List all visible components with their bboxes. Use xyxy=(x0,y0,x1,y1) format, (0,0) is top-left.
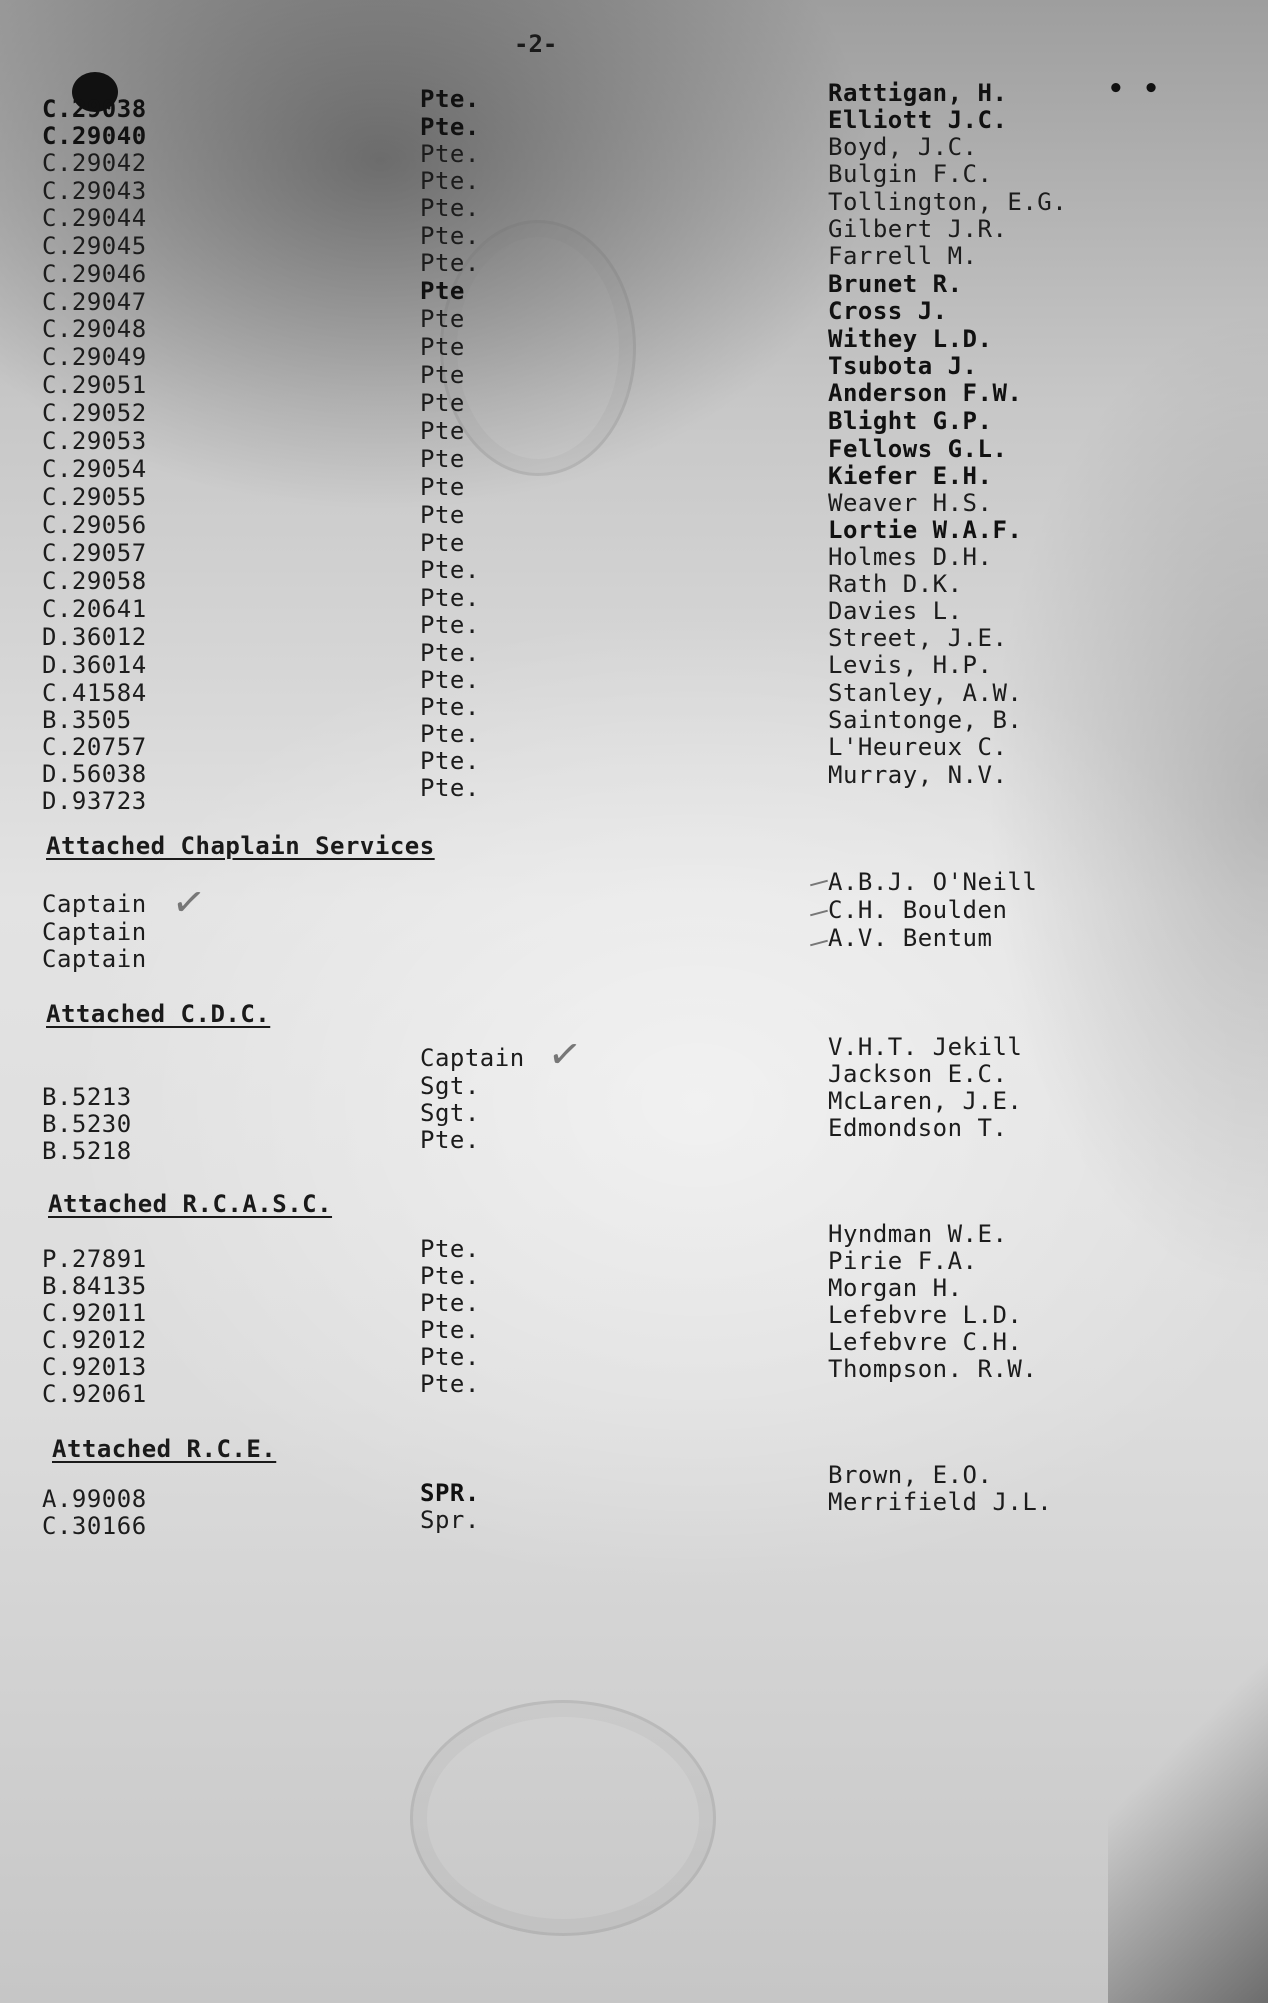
rank: Pte xyxy=(420,473,465,501)
soldier-name: Murray, N.V. xyxy=(828,761,1008,789)
rank: Pte. xyxy=(420,693,480,721)
service-number: C.30166 xyxy=(42,1512,147,1540)
soldier-name: Anderson F.W. xyxy=(828,379,1023,407)
rank: Pte. xyxy=(420,639,480,667)
section-heading-rce: Attached R.C.E. xyxy=(52,1435,277,1463)
rank: Captain xyxy=(42,918,147,946)
section-heading-cdc: Attached C.D.C. xyxy=(46,1000,271,1028)
soldier-name: Street, J.E. xyxy=(828,624,1008,652)
soldier-name: L'Heureux C. xyxy=(828,733,1008,761)
service-number: C.29048 xyxy=(42,315,147,343)
rank: Pte. xyxy=(420,249,480,277)
soldier-name: V.H.T. Jekill xyxy=(828,1033,1023,1061)
service-number: C.29049 xyxy=(42,343,147,371)
rank: Pte xyxy=(420,277,465,305)
service-number: C.29045 xyxy=(42,232,147,260)
soldier-name: Tsubota J. xyxy=(828,352,978,380)
service-number: C.92011 xyxy=(42,1299,147,1327)
service-number: C.29055 xyxy=(42,483,147,511)
rank: Pte. xyxy=(420,140,480,168)
service-number: C.92061 xyxy=(42,1380,147,1408)
service-number: C.29038 xyxy=(42,95,147,123)
rank: Pte xyxy=(420,529,465,557)
check-mark-icon: ✓ xyxy=(544,1029,585,1081)
service-number: C.29058 xyxy=(42,567,147,595)
soldier-name: Rath D.K. xyxy=(828,570,963,598)
rank: Pte. xyxy=(420,1126,480,1154)
service-number: C.29052 xyxy=(42,399,147,427)
soldier-name: Brunet R. xyxy=(828,270,963,298)
service-number: C.29057 xyxy=(42,539,147,567)
soldier-name: Fellows G.L. xyxy=(828,435,1008,463)
soldier-name: Gilbert J.R. xyxy=(828,215,1008,243)
rank: Spr. xyxy=(420,1506,480,1534)
soldier-name: Lortie W.A.F. xyxy=(828,516,1023,544)
officer-name: C.H. Boulden xyxy=(828,896,1008,924)
soldier-name: Lefebvre C.H. xyxy=(828,1328,1023,1356)
rank: Pte xyxy=(420,501,465,529)
soldier-name: Levis, H.P. xyxy=(828,651,993,679)
soldier-name: Withey L.D. xyxy=(828,325,993,353)
soldier-name: Jackson E.C. xyxy=(828,1060,1008,1088)
service-number: C.29042 xyxy=(42,149,147,177)
top-right-mark: • • xyxy=(1108,74,1161,104)
rank: Pte xyxy=(420,445,465,473)
page-number: -2- xyxy=(514,30,558,58)
soldier-name: Stanley, A.W. xyxy=(828,679,1023,707)
soldier-name: Thompson. R.W. xyxy=(828,1355,1038,1383)
pencil-dash xyxy=(810,880,828,887)
service-number: C.29051 xyxy=(42,371,147,399)
soldier-name: Lefebvre L.D. xyxy=(828,1301,1023,1329)
soldier-name: Farrell M. xyxy=(828,242,978,270)
rank: Pte. xyxy=(420,167,480,195)
service-number: C.92013 xyxy=(42,1353,147,1381)
rank: Pte. xyxy=(420,556,480,584)
service-number: D.36014 xyxy=(42,651,147,679)
rank: Pte. xyxy=(420,774,480,802)
service-number: C.29046 xyxy=(42,260,147,288)
rank: Pte xyxy=(420,361,465,389)
faint-stamp-bottom xyxy=(410,1700,716,1936)
soldier-name: Brown, E.O. xyxy=(828,1461,993,1489)
check-mark-icon: ✓ xyxy=(168,877,209,929)
soldier-name: Blight G.P. xyxy=(828,407,993,435)
service-number: D.93723 xyxy=(42,787,147,815)
scan-shadow xyxy=(1108,1583,1268,2003)
rank: Pte. xyxy=(420,1235,480,1263)
service-number: C.29047 xyxy=(42,288,147,316)
section-heading-chaplain: Attached Chaplain Services xyxy=(46,832,435,860)
soldier-name: Hyndman W.E. xyxy=(828,1220,1008,1248)
rank: Pte xyxy=(420,333,465,361)
soldier-name: Rattigan, H. xyxy=(828,79,1008,107)
rank: Pte. xyxy=(420,1262,480,1290)
service-number: C.29044 xyxy=(42,204,147,232)
service-number: C.20641 xyxy=(42,595,147,623)
soldier-name: Weaver H.S. xyxy=(828,489,993,517)
service-number: B.5213 xyxy=(42,1083,132,1111)
service-number: C.29056 xyxy=(42,511,147,539)
service-number: C.29054 xyxy=(42,455,147,483)
soldier-name: Cross J. xyxy=(828,297,948,325)
rank: Pte. xyxy=(420,85,480,113)
service-number: C.41584 xyxy=(42,679,147,707)
soldier-name: Davies L. xyxy=(828,597,963,625)
rank: Pte. xyxy=(420,1370,480,1398)
rank: Pte. xyxy=(420,747,480,775)
service-number: C.92012 xyxy=(42,1326,147,1354)
rank: Captain xyxy=(42,890,147,918)
rank: Captain xyxy=(42,945,147,973)
soldier-name: Holmes D.H. xyxy=(828,543,993,571)
rank: SPR. xyxy=(420,1479,480,1507)
soldier-name: Morgan H. xyxy=(828,1274,963,1302)
rank: Pte. xyxy=(420,611,480,639)
soldier-name: Pirie F.A. xyxy=(828,1247,978,1275)
rank: Pte. xyxy=(420,222,480,250)
soldier-name: Edmondson T. xyxy=(828,1114,1008,1142)
service-number: B.84135 xyxy=(42,1272,147,1300)
service-number: C.29043 xyxy=(42,177,147,205)
soldier-name: Saintonge, B. xyxy=(828,706,1023,734)
rank: Pte. xyxy=(420,1316,480,1344)
rank: Captain xyxy=(420,1044,525,1072)
service-number: C.20757 xyxy=(42,733,147,761)
rank: Pte xyxy=(420,417,465,445)
service-number: C.29053 xyxy=(42,427,147,455)
service-number: P.27891 xyxy=(42,1245,147,1273)
rank: Pte. xyxy=(420,1343,480,1371)
service-number: B.3505 xyxy=(42,706,132,734)
rank: Pte xyxy=(420,389,465,417)
service-number: B.5230 xyxy=(42,1110,132,1138)
service-number: C.29040 xyxy=(42,122,147,150)
soldier-name: Elliott J.C. xyxy=(828,106,1008,134)
rank: Pte. xyxy=(420,584,480,612)
pencil-dash xyxy=(810,940,828,947)
officer-name: A.V. Bentum xyxy=(828,924,993,952)
section-heading-rcasc: Attached R.C.A.S.C. xyxy=(48,1190,333,1218)
soldier-name: Kiefer E.H. xyxy=(828,462,993,490)
soldier-name: Merrifield J.L. xyxy=(828,1488,1053,1516)
service-number: D.36012 xyxy=(42,623,147,651)
rank: Pte. xyxy=(420,720,480,748)
rank: Pte. xyxy=(420,194,480,222)
service-number: A.99008 xyxy=(42,1485,147,1513)
soldier-name: Boyd, J.C. xyxy=(828,133,978,161)
rank: Pte. xyxy=(420,666,480,694)
rank: Sgt. xyxy=(420,1072,480,1100)
rank: Sgt. xyxy=(420,1099,480,1127)
rank: Pte. xyxy=(420,1289,480,1317)
pencil-dash xyxy=(810,910,828,917)
rank: Pte xyxy=(420,305,465,333)
officer-name: A.B.J. O'Neill xyxy=(828,868,1038,896)
soldier-name: McLaren, J.E. xyxy=(828,1087,1023,1115)
service-number: D.56038 xyxy=(42,760,147,788)
soldier-name: Bulgin F.C. xyxy=(828,160,993,188)
soldier-name: Tollington, E.G. xyxy=(828,188,1068,216)
rank: Pte. xyxy=(420,113,480,141)
service-number: B.5218 xyxy=(42,1137,132,1165)
